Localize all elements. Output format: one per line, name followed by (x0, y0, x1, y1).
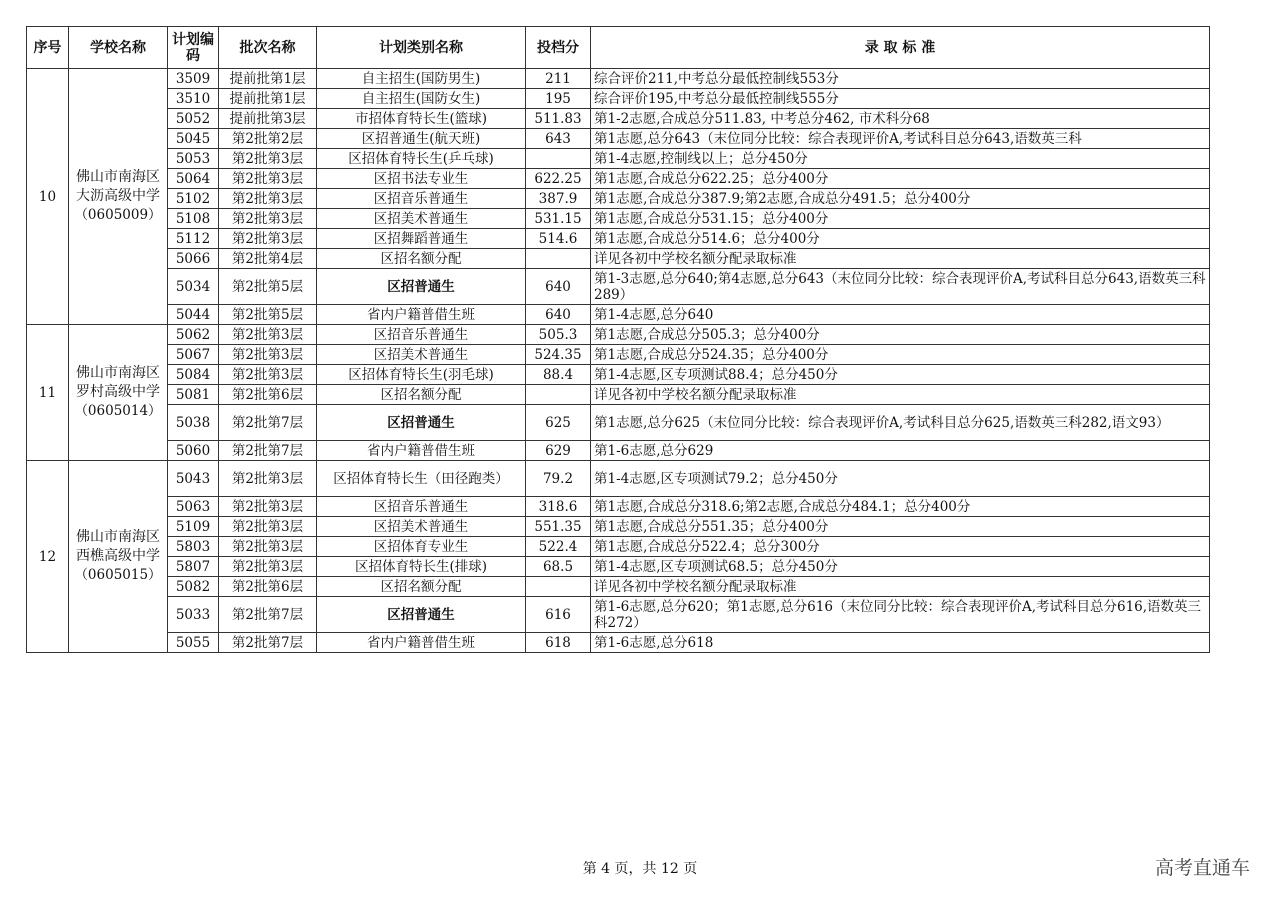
score-cell: 514.6 (526, 229, 591, 249)
admission-table (26, 26, 1210, 653)
score-cell: 629 (526, 441, 591, 461)
seq-cell: 11 (27, 325, 69, 461)
standard-cell: 第1-4志愿,控制线以上；总分450分 (591, 149, 1210, 169)
table-row (27, 189, 1210, 209)
batch-cell: 第2批第3层 (219, 345, 317, 365)
batch-cell: 第2批第5层 (219, 269, 317, 305)
plan-code-cell: 5038 (168, 405, 219, 441)
plan-code-cell: 5060 (168, 441, 219, 461)
category-cell: 区招名额分配 (317, 577, 526, 597)
standard-cell: 综合评价211,中考总分最低控制线553分 (591, 69, 1210, 89)
school-code: （0605009） (74, 207, 162, 223)
table-row (27, 169, 1210, 189)
standard-cell: 第1-4志愿,区专项测试79.2；总分450分 (591, 461, 1210, 497)
category-cell: 区招舞蹈普通生 (317, 229, 526, 249)
score-cell: 625 (526, 405, 591, 441)
batch-cell: 第2批第3层 (219, 209, 317, 229)
table-row (27, 365, 1210, 385)
table-row (27, 89, 1210, 109)
category-cell: 区招名额分配 (317, 249, 526, 269)
table-row (27, 209, 1210, 229)
score-cell: 68.5 (526, 557, 591, 577)
school-code: （0605014） (74, 403, 162, 419)
standard-cell: 详见各初中学校名额分配录取标准 (591, 249, 1210, 269)
category-cell: 自主招生(国防女生) (317, 89, 526, 109)
plan-code-cell: 5109 (168, 517, 219, 537)
score-cell: 640 (526, 305, 591, 325)
batch-cell: 提前批第3层 (219, 109, 317, 129)
plan-code-cell: 5034 (168, 269, 219, 305)
standard-cell: 第1志愿,合成总分514.6；总分400分 (591, 229, 1210, 249)
standard-cell: 第1志愿,合成总分622.25；总分400分 (591, 169, 1210, 189)
standard-cell: 第1志愿,合成总分505.3；总分400分 (591, 325, 1210, 345)
plan-code-cell: 5807 (168, 557, 219, 577)
score-cell: 387.9 (526, 189, 591, 209)
school-code: （0605015） (74, 567, 162, 583)
score-cell: 79.2 (526, 461, 591, 497)
category-cell: 省内户籍普借生班 (317, 305, 526, 325)
batch-cell: 第2批第3层 (219, 497, 317, 517)
school-name-cell (69, 461, 168, 653)
score-cell: 522.4 (526, 537, 591, 557)
category-cell: 区招音乐普通生 (317, 497, 526, 517)
category-cell: 区招音乐普通生 (317, 189, 526, 209)
score-cell: 640 (526, 269, 591, 305)
category-cell: 区招美术普通生 (317, 209, 526, 229)
batch-cell: 第2批第3层 (219, 537, 317, 557)
score-cell: 195 (526, 89, 591, 109)
standard-cell: 第1志愿,总分643（末位同分比较：综合表现评价A,考试科目总分643,语数英三科 (591, 129, 1210, 149)
score-cell: 643 (526, 129, 591, 149)
plan-code-cell: 5067 (168, 345, 219, 365)
table-row (27, 557, 1210, 577)
score-cell: 524.35 (526, 345, 591, 365)
plan-code-cell: 5063 (168, 497, 219, 517)
category-cell: 区招体育特长生(排球) (317, 557, 526, 577)
plan-code-cell: 3510 (168, 89, 219, 109)
category-cell: 区招美术普通生 (317, 345, 526, 365)
category-cell: 区招体育特长生(乒乓球) (317, 149, 526, 169)
score-cell: 531.15 (526, 209, 591, 229)
school-name-cell (69, 69, 168, 325)
header-row (27, 27, 1210, 69)
standard-cell: 第1-6志愿,总分629 (591, 441, 1210, 461)
plan-code-cell: 5053 (168, 149, 219, 169)
batch-cell: 第2批第2层 (219, 129, 317, 149)
plan-code-cell: 3509 (168, 69, 219, 89)
plan-code-cell: 5112 (168, 229, 219, 249)
standard-cell: 第1志愿,合成总分318.6;第2志愿,合成总分484.1；总分400分 (591, 497, 1210, 517)
standard-cell: 第1-6志愿,总分620；第1志愿,总分616（末位同分比较：综合表现评价A,考试科目总分616,语数英三科272） (591, 597, 1210, 633)
category-cell: 自主招生(国防男生) (317, 69, 526, 89)
standard-cell: 第1-3志愿,总分640;第4志愿,总分643（末位同分比较：综合表现评价A,考试科目总分643,语数英三科289） (591, 269, 1210, 305)
school-name-cell (69, 325, 168, 461)
category-cell: 省内户籍普借生班 (317, 633, 526, 653)
header-school: 学校名称 (69, 27, 168, 69)
table-row (27, 325, 1210, 345)
standard-cell: 综合评价195,中考总分最低控制线555分 (591, 89, 1210, 109)
standard-cell: 详见各初中学校名额分配录取标准 (591, 577, 1210, 597)
batch-cell: 第2批第6层 (219, 385, 317, 405)
batch-cell: 提前批第1层 (219, 69, 317, 89)
table-row (27, 129, 1210, 149)
batch-cell: 第2批第7层 (219, 597, 317, 633)
plan-code-cell: 5033 (168, 597, 219, 633)
standard-cell: 第1-4志愿,总分640 (591, 305, 1210, 325)
batch-cell: 第2批第3层 (219, 517, 317, 537)
table-row (27, 269, 1210, 305)
standard-cell: 第1志愿,合成总分551.35；总分400分 (591, 517, 1210, 537)
plan-code-cell: 5066 (168, 249, 219, 269)
score-cell: 618 (526, 633, 591, 653)
category-cell: 区招书法专业生 (317, 169, 526, 189)
batch-cell: 第2批第3层 (219, 189, 317, 209)
plan-code-cell: 5064 (168, 169, 219, 189)
table-row (27, 405, 1210, 441)
plan-code-cell: 5055 (168, 633, 219, 653)
header-score: 投档分 (526, 27, 591, 69)
table-row (27, 537, 1210, 557)
table-row (27, 517, 1210, 537)
seq-cell: 12 (27, 461, 69, 653)
table-body (27, 69, 1210, 653)
table-row (27, 109, 1210, 129)
category-cell: 区招音乐普通生 (317, 325, 526, 345)
standard-cell: 详见各初中学校名额分配录取标准 (591, 385, 1210, 405)
batch-cell: 提前批第1层 (219, 89, 317, 109)
standard-cell: 第1志愿,合成总分387.9;第2志愿,合成总分491.5；总分400分 (591, 189, 1210, 209)
category-cell: 区招名额分配 (317, 385, 526, 405)
category-cell: 区招普通生 (317, 269, 526, 305)
plan-code-cell: 5082 (168, 577, 219, 597)
table-row (27, 69, 1210, 89)
standard-cell: 第1-4志愿,区专项测试88.4；总分450分 (591, 365, 1210, 385)
school-name: 佛山市南海区大沥高级中学 (76, 169, 160, 204)
table-row (27, 577, 1210, 597)
category-cell: 区招普通生 (317, 597, 526, 633)
batch-cell: 第2批第6层 (219, 577, 317, 597)
seq-cell: 10 (27, 69, 69, 325)
category-cell: 区招体育特长生（田径跑类） (317, 461, 526, 497)
score-cell: 551.35 (526, 517, 591, 537)
plan-code-cell: 5803 (168, 537, 219, 557)
batch-cell: 第2批第3层 (219, 365, 317, 385)
table-row (27, 305, 1210, 325)
score-cell: 211 (526, 69, 591, 89)
standard-cell: 第1志愿,合成总分522.4；总分300分 (591, 537, 1210, 557)
score-cell (526, 577, 591, 597)
score-cell: 616 (526, 597, 591, 633)
score-cell: 511.83 (526, 109, 591, 129)
table-row (27, 441, 1210, 461)
table-row (27, 345, 1210, 365)
batch-cell: 第2批第5层 (219, 305, 317, 325)
batch-cell: 第2批第7层 (219, 405, 317, 441)
plan-code-cell: 5081 (168, 385, 219, 405)
header-plan-code: 计划编码 (168, 27, 219, 69)
category-cell: 区招体育专业生 (317, 537, 526, 557)
table-row (27, 249, 1210, 269)
plan-code-cell: 5062 (168, 325, 219, 345)
table-row (27, 461, 1210, 497)
batch-cell: 第2批第3层 (219, 557, 317, 577)
plan-code-cell: 5043 (168, 461, 219, 497)
score-cell (526, 385, 591, 405)
plan-code-cell: 5044 (168, 305, 219, 325)
header-standard: 录 取 标 准 (591, 27, 1210, 69)
plan-code-cell: 5108 (168, 209, 219, 229)
category-cell: 区招美术普通生 (317, 517, 526, 537)
batch-cell: 第2批第7层 (219, 633, 317, 653)
standard-cell: 第1志愿,总分625（末位同分比较：综合表现评价A,考试科目总分625,语数英三科282,语文93） (591, 405, 1210, 441)
page-footer: 第 4 页，共 12 页 (582, 861, 698, 877)
category-cell: 市招体育特长生(篮球) (317, 109, 526, 129)
header-category: 计划类别名称 (317, 27, 526, 69)
category-cell: 区招体育特长生(羽毛球) (317, 365, 526, 385)
table-row (27, 149, 1210, 169)
header-seq: 序号 (27, 27, 69, 69)
batch-cell: 第2批第3层 (219, 325, 317, 345)
score-cell (526, 149, 591, 169)
plan-code-cell: 5102 (168, 189, 219, 209)
standard-cell: 第1-4志愿,区专项测试68.5；总分450分 (591, 557, 1210, 577)
table-row (27, 385, 1210, 405)
plan-code-cell: 5052 (168, 109, 219, 129)
table-row (27, 633, 1210, 653)
batch-cell: 第2批第3层 (219, 229, 317, 249)
standard-cell: 第1-2志愿,合成总分511.83, 中考总分462, 市术科分68 (591, 109, 1210, 129)
table-row (27, 229, 1210, 249)
score-cell: 505.3 (526, 325, 591, 345)
standard-cell: 第1志愿,合成总分524.35；总分400分 (591, 345, 1210, 365)
table-row (27, 597, 1210, 633)
category-cell: 区招普通生(航天班) (317, 129, 526, 149)
score-cell: 88.4 (526, 365, 591, 385)
header-batch: 批次名称 (219, 27, 317, 69)
standard-cell: 第1志愿,合成总分531.15；总分400分 (591, 209, 1210, 229)
school-name: 佛山市南海区罗村高级中学 (76, 365, 160, 400)
batch-cell: 第2批第3层 (219, 461, 317, 497)
score-cell: 318.6 (526, 497, 591, 517)
plan-code-cell: 5084 (168, 365, 219, 385)
batch-cell: 第2批第4层 (219, 249, 317, 269)
watermark: 高考直通车 (1154, 857, 1250, 879)
school-name: 佛山市南海区西樵高级中学 (76, 529, 160, 564)
plan-code-cell: 5045 (168, 129, 219, 149)
standard-cell: 第1-6志愿,总分618 (591, 633, 1210, 653)
score-cell (526, 249, 591, 269)
batch-cell: 第2批第7层 (219, 441, 317, 461)
batch-cell: 第2批第3层 (219, 149, 317, 169)
category-cell: 区招普通生 (317, 405, 526, 441)
table-row (27, 497, 1210, 517)
category-cell: 省内户籍普借生班 (317, 441, 526, 461)
score-cell: 622.25 (526, 169, 591, 189)
batch-cell: 第2批第3层 (219, 169, 317, 189)
